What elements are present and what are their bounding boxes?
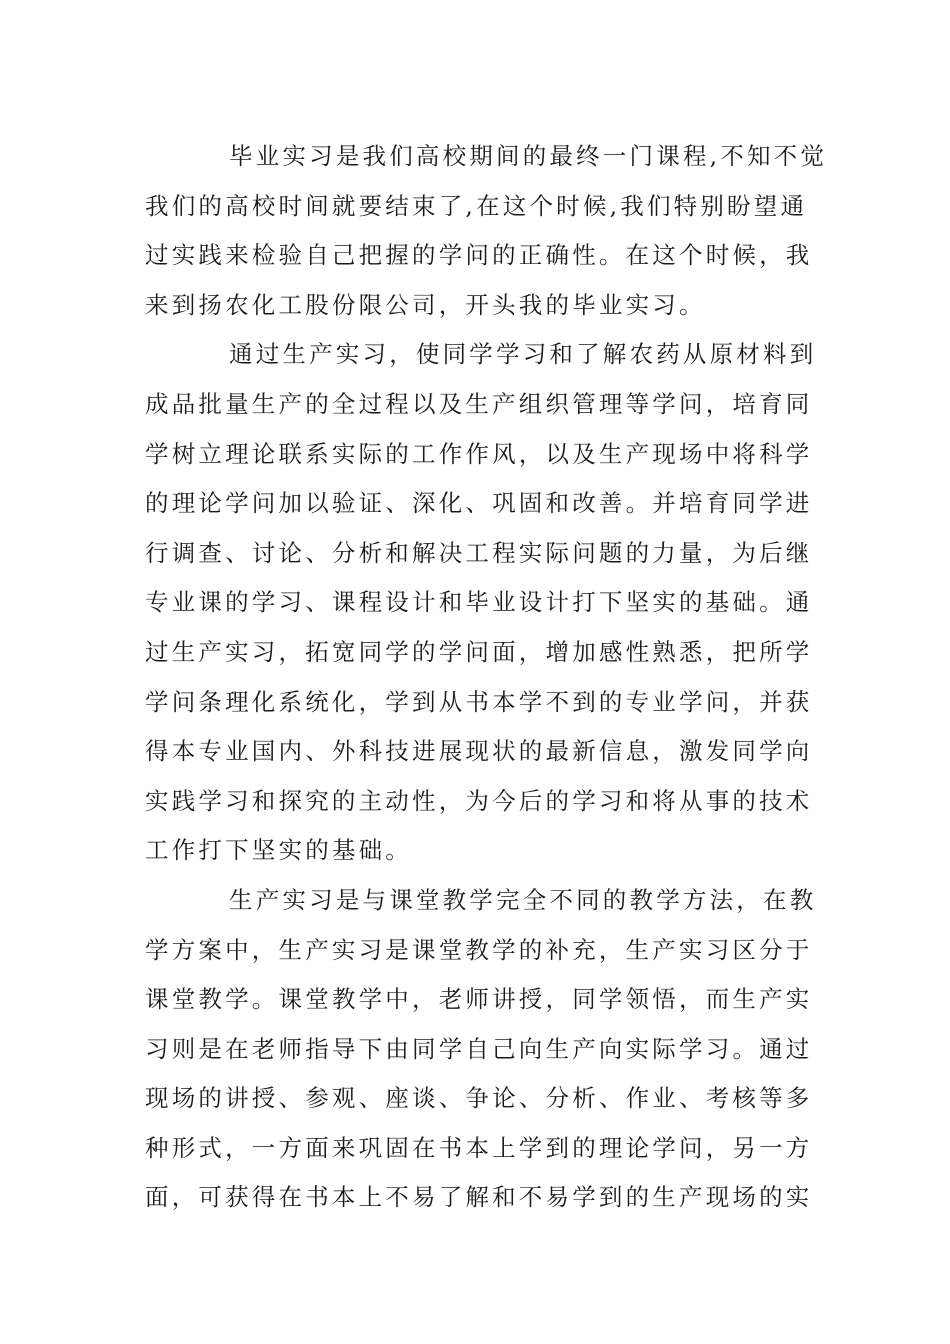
- text-line: 种形式，一方面来巩固在书本上学到的理论学问，另一方: [145, 1133, 813, 1162]
- text-line: 实践学习和探究的主动性，为今后的学习和将从事的技术: [145, 786, 813, 815]
- text-line: 学树立理论联系实际的工作作风，以及生产现场中将科学: [145, 439, 813, 468]
- text-line: 过实践来检验自己把握的学问的正确性。在这个时候，我: [145, 241, 813, 270]
- text-line: 我们的高校时间就要结束了,在这个时候,我们特别盼望通: [145, 191, 808, 220]
- text-line: 学问条理化系统化，学到从书本学不到的专业学问，并获: [145, 687, 813, 716]
- text-line: 学方案中，生产实习是课堂教学的补充，生产实习区分于: [145, 935, 813, 964]
- text-line: 得本专业国内、外科技进展现状的最新信息，激发同学向: [145, 737, 813, 766]
- text-line: 成品批量生产的全过程以及生产组织管理等学问，培育同: [145, 389, 813, 418]
- text-line: 行调查、讨论、分析和解决工程实际问题的力量，为后继: [145, 538, 813, 567]
- paragraph-internship-method: [145, 876, 817, 1223]
- document-body: [145, 132, 828, 1223]
- text-line: 面，可获得在书本上不易了解和不易学到的生产现场的实: [145, 1183, 813, 1212]
- text-line: 通过生产实习，使同学学习和了解农药从原材料到: [229, 340, 817, 369]
- text-line: 毕业实习是我们高校期间的最终一门课程,不知不觉: [229, 142, 828, 170]
- text-line: 来到扬农化工股份限公司，开头我的毕业实习。: [145, 290, 706, 319]
- text-line: 生产实习是与课堂教学完全不同的教学方法，在教: [229, 885, 817, 914]
- paragraph-internship-intro: [145, 132, 828, 330]
- paragraph-internship-purpose: [145, 330, 817, 876]
- text-line: 工作打下坚实的基础。: [145, 836, 412, 865]
- text-line: 的理论学问加以验证、深化、巩固和改善。并培育同学进: [145, 489, 813, 518]
- text-line: 课堂教学。课堂教学中，老师讲授，同学领悟，而生产实: [145, 985, 813, 1014]
- text-line: 习则是在老师指导下由同学自己向生产向实际学习。通过: [145, 1034, 813, 1063]
- text-line: 现场的讲授、参观、座谈、争论、分析、作业、考核等多: [145, 1084, 813, 1113]
- text-line: 专业课的学习、课程设计和毕业设计打下坚实的基础。通: [145, 588, 813, 617]
- text-line: 过生产实习，拓宽同学的学问面，增加感性熟悉，把所学: [145, 637, 813, 666]
